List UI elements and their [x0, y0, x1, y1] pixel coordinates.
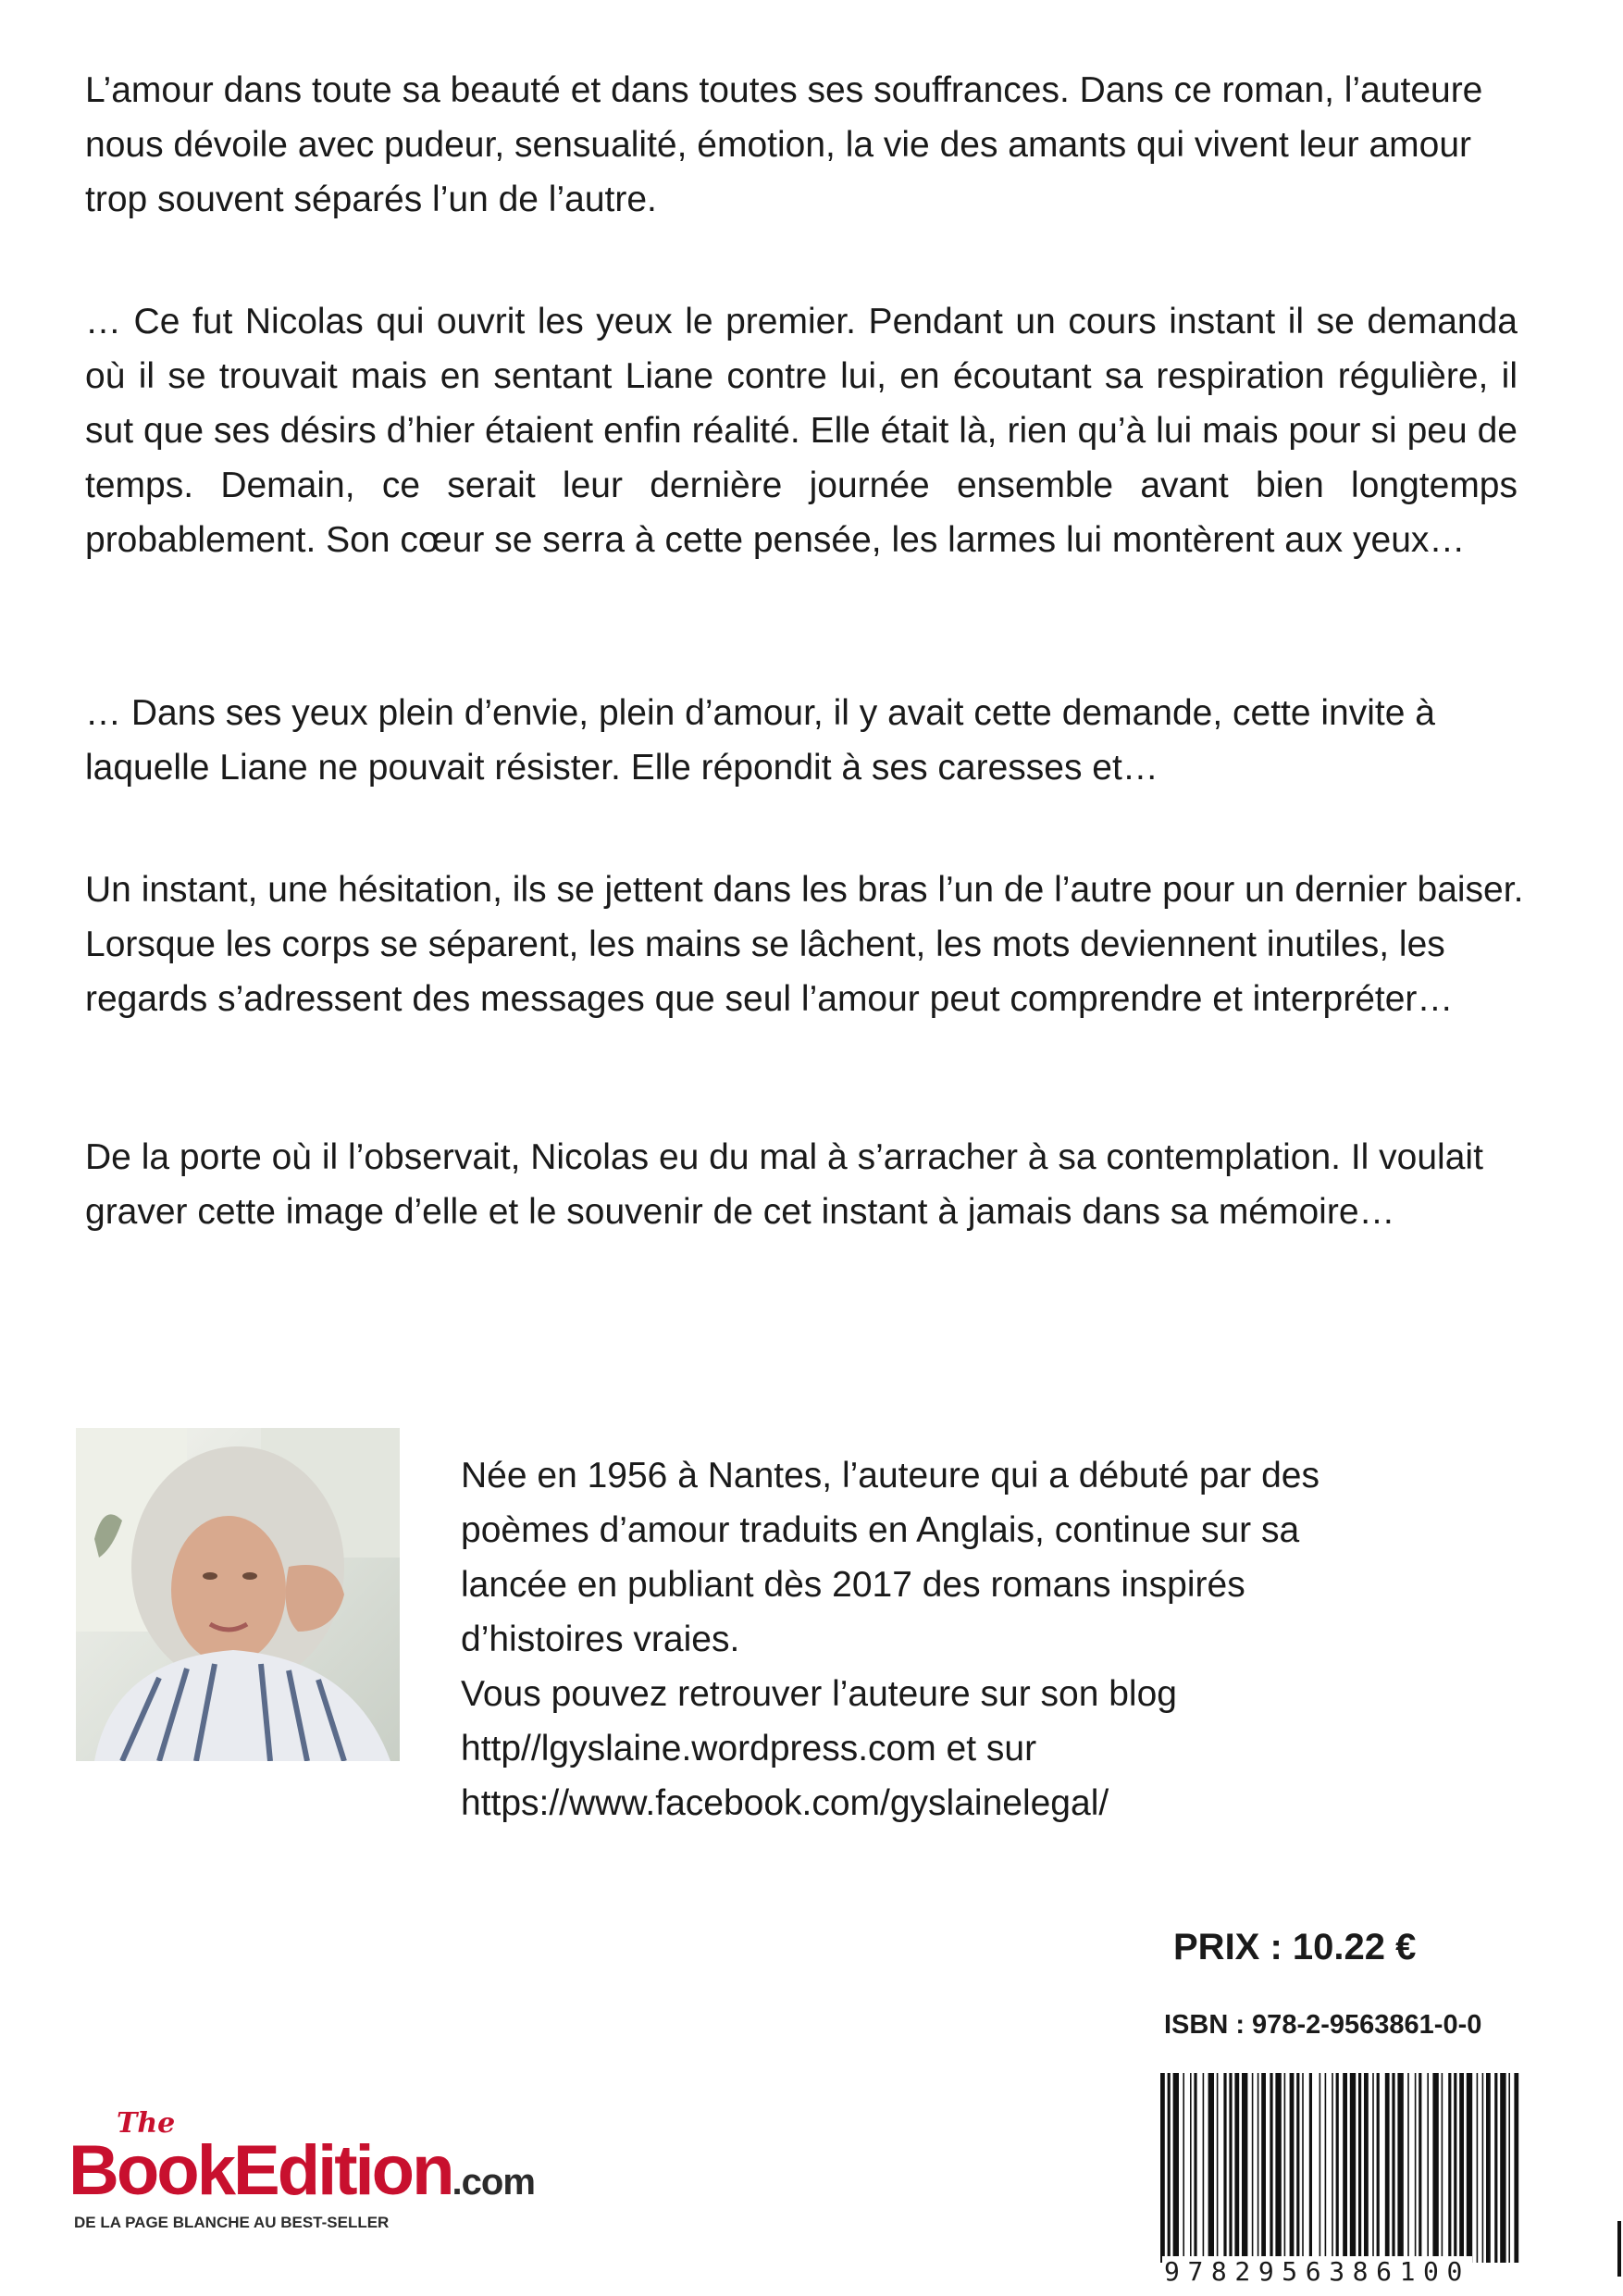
excerpt-paragraph-4: De la porte où il l’observait, Nicolas eu du mal à s’arracher à sa contemplation. Il voulait graver cette image d’elle et le souvenir de cet instant à jamais dans sa mémoire… — [85, 1137, 1483, 1232]
author-bio — [461, 1448, 1319, 1831]
bio-line: poèmes d’amour traduits en Anglais, continue sur sa — [461, 1510, 1300, 1550]
logo-brand — [68, 2131, 535, 2219]
excerpt-paragraph-1: … Ce fut Nicolas qui ouvrit les yeux le premier. Pendant un cours instant il se demanda où il se trouvait mais en sentant Liane contre lui, en écoutant sa respiration régulière, il sut que ses désirs d’hier étaient enfin réalité. Elle était là, rien qu’à lui mais pour si peu de temps. Demain, ce serait leur dernière journée ensemble avant bien longtemps probablement. Son cœur se serra à cette pensée, les larmes lui montèrent aux yeux… — [85, 302, 1518, 560]
facebook-link: https://www.facebook.com/gyslainelegal/ — [461, 1783, 1109, 1823]
blog-link: http//lgyslaine.wordpress.com et sur — [461, 1729, 1037, 1769]
excerpt-paragraph-2: … Dans ses yeux plein d’envie, plein d’amour, il y avait cette demande, cette invite à laquelle Liane ne pouvait résister. Elle répondit à ses caresses et… — [85, 693, 1435, 788]
intro-paragraph: L’amour dans toute sa beauté et dans toutes ses souffrances. Dans ce roman, l’auteure nous dévoile avec pudeur, sensualité, émotion, la vie des amants qui vivent leur amour trop souvent séparés l’un de l’autre. — [85, 70, 1483, 219]
bio-line: Née en 1956 à Nantes, l’auteure qui a débuté par des — [461, 1456, 1320, 1496]
barcode-icon — [1157, 2073, 1522, 2272]
edge-mark-icon — [1616, 2221, 1623, 2277]
author-photo — [76, 1428, 400, 1761]
logo-o: o — [371, 2131, 413, 2210]
logo-book: BookEditi — [68, 2131, 372, 2210]
price-label: PRIX : 10.22 € — [1173, 1927, 1417, 1967]
logo-n: n — [412, 2131, 452, 2210]
excerpt-paragraph-3: Un instant, une hésitation, ils se jettent dans les bras l’un de l’autre pour un dernier baiser. Lorsque les corps se séparent, les mains se lâchent, les mots deviennent inutiles, les regards s’adressent des messages que seul l’amour peut comprendre et interpréter… — [85, 870, 1524, 1019]
bio-line: lancée en publiant dès 2017 des romans inspirés — [461, 1565, 1245, 1605]
bookedition-logo — [68, 2107, 535, 2267]
logo-the: The — [117, 2107, 176, 2140]
logo-tagline: DE LA PAGE BLANCHE AU BEST-SELLER — [74, 2214, 390, 2231]
bio-line: d’histoires vraies. — [461, 1620, 740, 1659]
isbn-label: ISBN : 978-2-9563861-0-0 — [1164, 2010, 1482, 2040]
logo-dotcom: .com — [452, 2162, 535, 2203]
barcode-digits: 9782956386100 — [1164, 2256, 1470, 2287]
bio-line: Vous pouvez retrouver l’auteure sur son blog — [461, 1674, 1177, 1714]
